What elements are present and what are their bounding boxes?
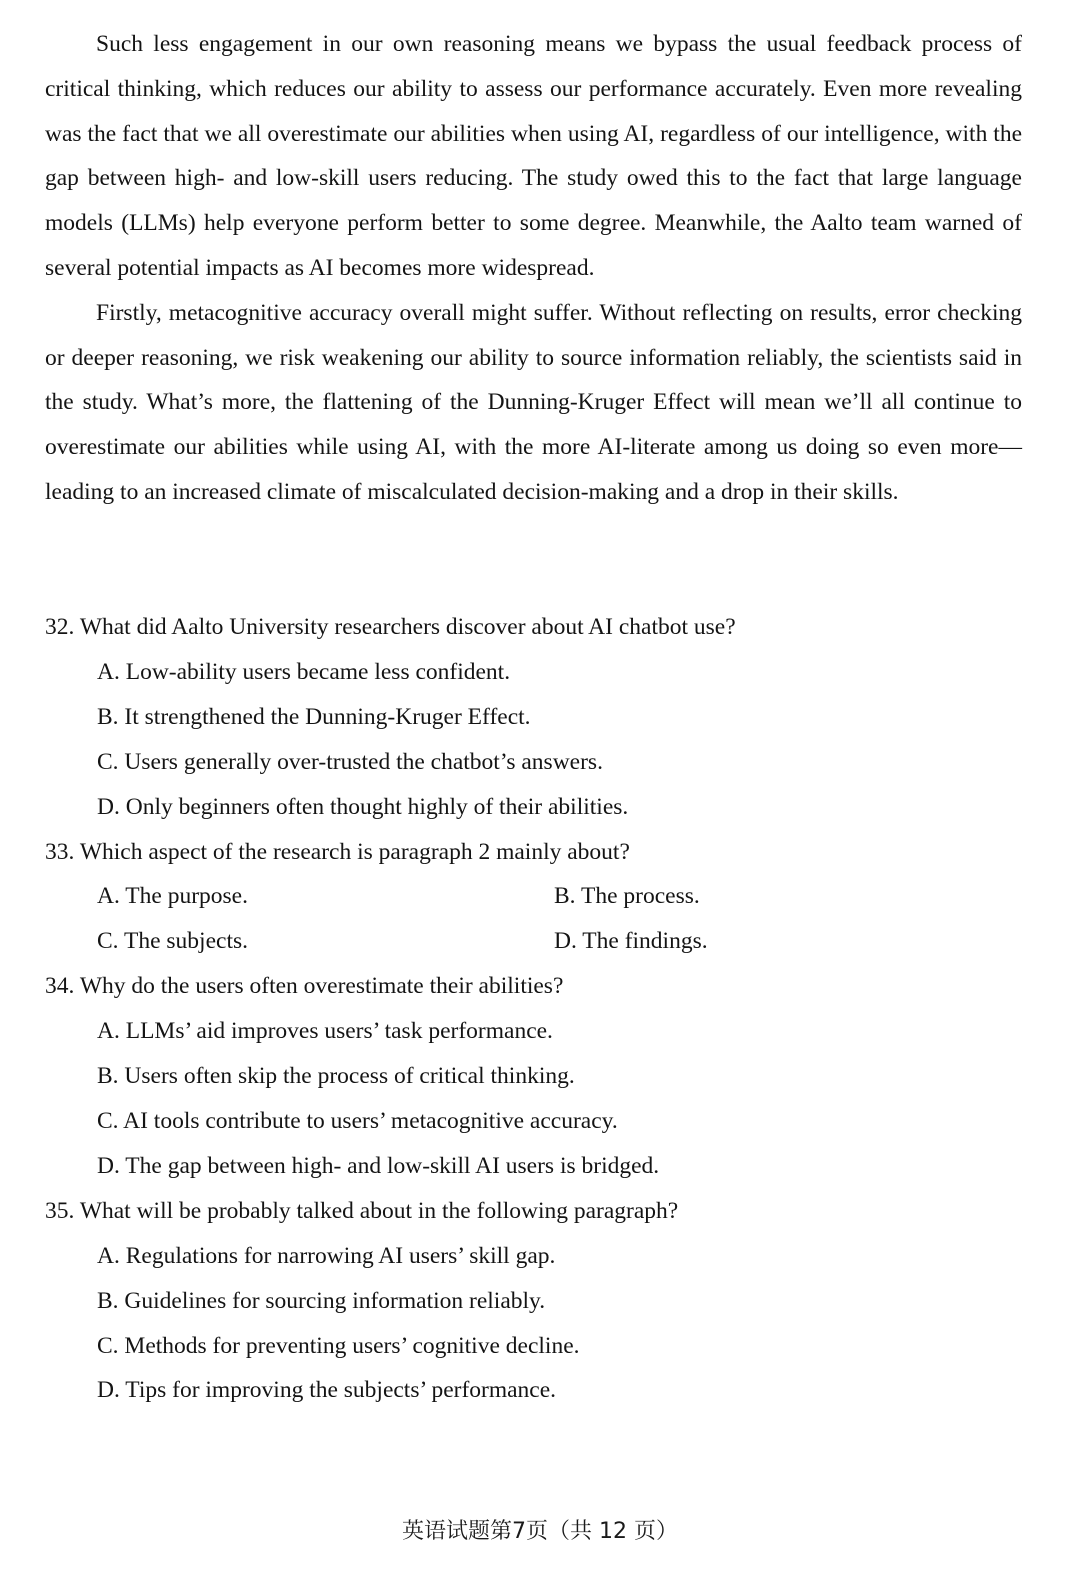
option-a: A. Regulations for narrowing AI users’ skill gap.: [97, 1242, 556, 1269]
passage-paragraph-1: Such less engagement in our own reasoning means we bypass the usual feedback process of critical thinking, which reduces our ability to assess our performance accurately. Even more revealing was the fact that we all overestimate our abilities when using AI, regardless of our intelligence, with the gap between high- and low-skill users reducing. The study owed this to the fact that large language models (LLMs) help everyone perform better to some degree. Meanwhile, the Aalto team warned of several potential impacts as AI becomes more widespread.: [45, 31, 1022, 281]
question-stem: 34. Why do the users often overestimate their abilities?: [45, 973, 564, 1000]
question-32: [45, 605, 1022, 830]
option-d: D. Only beginners often thought highly of their abilities.: [97, 793, 629, 820]
option-c: C. Users generally over-trusted the chatbot’s answers.: [97, 748, 603, 775]
question-35: [45, 1189, 1022, 1414]
question-list: [45, 605, 1022, 1413]
question-34: [45, 964, 1022, 1189]
option-d: D. The gap between high- and low-skill AI users is bridged.: [97, 1152, 660, 1179]
option-a: A. LLMs’ aid improves users’ task performance.: [97, 1018, 553, 1045]
option-d: D. Tips for improving the subjects’ performance.: [97, 1377, 557, 1404]
question-stem: 35. What will be probably talked about in the following paragraph?: [45, 1197, 679, 1224]
option-b: B. Guidelines for sourcing information reliably.: [97, 1287, 546, 1314]
question-stem: 32. What did Aalto University researchers discover about AI chatbot use?: [45, 614, 736, 640]
option-d: D. The findings.: [554, 928, 708, 955]
option-a: A. The purpose.: [97, 883, 248, 910]
option-c: C. Methods for preventing users’ cognitive decline.: [97, 1332, 580, 1359]
option-c: C. The subjects.: [97, 928, 248, 955]
option-a: A. Low-ability users became less confident.: [97, 658, 511, 685]
option-c: C. AI tools contribute to users’ metacognitive accuracy.: [97, 1107, 618, 1134]
question-33: [45, 830, 1022, 965]
option-grid: [45, 874, 1022, 964]
option-b: B. The process.: [554, 883, 700, 910]
option-b: B. Users often skip the process of critical thinking.: [97, 1063, 575, 1090]
question-stem: 33. Which aspect of the research is paragraph 2 mainly about?: [45, 838, 630, 865]
page-footer: 英语试题第7页（共 12 页）: [402, 1519, 678, 1544]
option-b: B. It strengthened the Dunning-Kruger Effect.: [97, 703, 531, 730]
reading-passage: [45, 22, 1022, 515]
passage-paragraph-2: Firstly, metacognitive accuracy overall might suffer. Without reflecting on results, error checking or deeper reasoning, we risk weakening our ability to source information reliably, the scientists said in the study. What’s more, the flattening of the Dunning-Kruger Effect will mean we’ll all continue to overestimate our abilities while using AI, with the more AI-literate among us doing so even more—leading to an increased climate of miscalculated decision-making and a drop in their skills.: [45, 299, 1022, 505]
